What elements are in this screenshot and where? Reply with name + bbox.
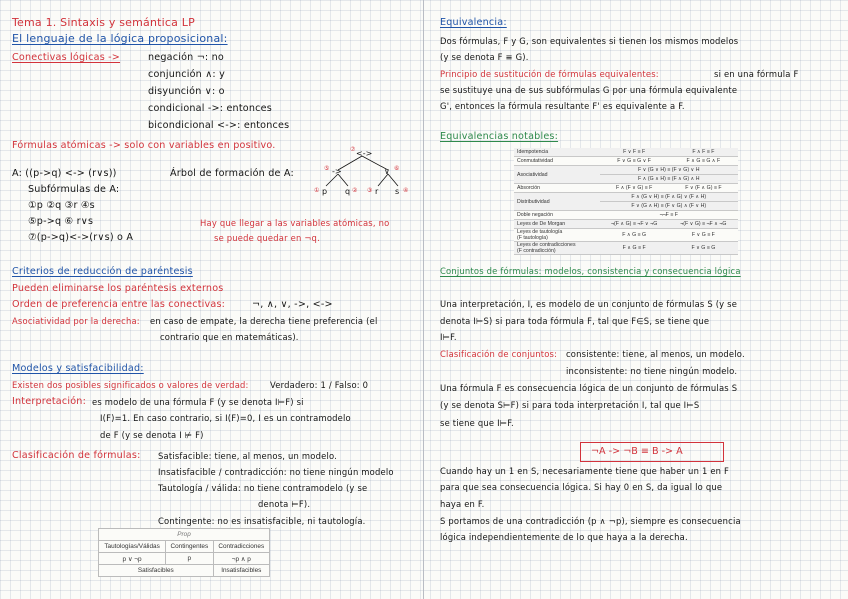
criterios-title: Criterios de reducción de paréntesis <box>12 266 193 277</box>
criterios-orden-label: Orden de preferencia entre las conectivas: <box>12 299 226 310</box>
clasificacion-conjuntos-label: Clasificación de conjuntos: <box>440 349 558 359</box>
subformulas-note-2: se puede quedar en ¬q. <box>214 233 320 243</box>
tree-num-2: ② <box>352 187 358 194</box>
tree-leaf-s: s <box>395 187 400 196</box>
subformulas-row1: ①p ②q ③r ④s <box>28 200 95 211</box>
page-title: Tema 1. Sintaxis y semántica LP <box>12 16 195 29</box>
tree-num-5: ⑤ <box>324 165 330 172</box>
criterios-orden-value: ¬, ∧, ∨, ->, <-> <box>252 299 333 310</box>
tree-node-cond: -> <box>332 167 342 176</box>
prop-table <box>98 528 270 577</box>
subformulas-label: Subfórmulas de A: <box>28 184 120 195</box>
eq-name: Idempotencia <box>514 148 600 157</box>
eq-a: F ∧ G ≡ F <box>600 242 669 255</box>
interpretacion-line-1: es modelo de una fórmula F (y se denota I⊨F) si <box>92 397 304 407</box>
conectiva-disyuncion: disyunción ∨: o <box>148 86 225 97</box>
eq-a: F ∨ G ≡ G ∨ F <box>600 157 669 166</box>
criterios-asoc-value: en caso de empate, la derecha tiene preferencia (el <box>150 316 378 326</box>
conectiva-condicional: condicional ->: entonces <box>148 103 272 114</box>
nota-line-4: S portamos de una contradicción (p ∧ ¬p), siempre es consecuencia <box>440 516 741 526</box>
prop-col-tautologias: Tautologías/Válidas <box>99 541 166 553</box>
conectiva-negacion: negación ¬: no <box>148 52 224 63</box>
criterios-line-1: Pueden eliminarse los paréntesis externos <box>12 283 224 294</box>
conectiva-conjuncion: conjunción ∧: y <box>148 69 225 80</box>
principio-label: Principio de sustitución de fórmulas equivalentes: <box>440 69 659 79</box>
interpretacion-label: Interpretación: <box>12 396 87 407</box>
conjuntos-line-1: Una interpretación, I, es modelo de un conjunto de fórmulas S (y se <box>440 299 738 309</box>
eq-name-1: Leyes de tautología <box>517 229 563 235</box>
prop-example-contradiccion: ¬p ∧ p <box>213 553 269 565</box>
nota-line-2: para que sea consecuencia lógica. Si hay 0 en S, da igual lo que <box>440 482 723 492</box>
criterios-asoc-value-2: contrario que en matemáticas). <box>160 332 299 342</box>
eq-name <box>514 242 600 255</box>
criterios-asoc-label: Asociatividad por la derecha: <box>12 316 140 326</box>
prop-group-insatisfacibles: Insatisfacibles <box>213 565 269 577</box>
formulas-atomicas: Fórmulas atómicas -> solo con variables en positivo. <box>12 140 276 151</box>
tree-num-7: ⑦ <box>350 146 356 153</box>
modelos-valores-value: Verdadero: 1 / Falso: 0 <box>270 380 369 390</box>
eq-b: F ∧ G ≡ G ∧ F <box>669 157 738 166</box>
tree-node-disj: ∨ <box>384 167 390 176</box>
conjuntos-line-3: I⊨F. <box>440 332 457 342</box>
eq-b: F ∨ G ≡ F <box>669 229 738 242</box>
formation-tree <box>312 144 412 196</box>
eq-name <box>514 229 600 242</box>
clas-tautologia: Tautología / válida: no tiene contramodelo (y se <box>158 483 368 493</box>
nota-line-3: haya en F. <box>440 499 485 509</box>
prop-example-contingente: p <box>166 553 213 565</box>
eq-a: F ∧ G ≡ G <box>600 229 669 242</box>
equivalencia-line-2: (y se denota F ≡ G). <box>440 52 529 62</box>
eq-full: F ∨ (G ∨ H) ≡ (F ∨ G) ∨ H <box>600 166 738 175</box>
tree-leaf-q: q <box>345 187 351 196</box>
formula-example: A: ((p->q) <-> (r∨s)) <box>12 168 117 179</box>
clasificacion-formulas-label: Clasificación de fórmulas: <box>12 450 141 461</box>
clas-contingente: Contingente: no es insatisfacible, ni tautología. <box>158 516 366 526</box>
principio-line-2: se sustituye una de sus subfórmulas G por una fórmula equivalente <box>440 85 738 95</box>
eq-name: Distributividad <box>514 193 600 211</box>
eq-b: F ∨ G ≡ G <box>669 242 738 255</box>
eq-b: ¬(F ∨ G) ≡ ¬F ∧ ¬G <box>669 220 738 229</box>
prop-group-satisfacibles: Satisfacibles <box>99 565 214 577</box>
tree-num-3: ③ <box>367 187 373 194</box>
eq-name: Asociatividad <box>514 166 600 184</box>
nota-line-1: Cuando hay un 1 en S, necesariamente tiene que haber un 1 en F <box>440 466 730 476</box>
contrapositive-box <box>580 442 724 462</box>
clas-tautologia-2: denota ⊨F). <box>258 499 311 509</box>
principio-value: si en una fórmula F <box>714 69 799 79</box>
eq-a: F ∨ F ≡ F <box>600 148 669 157</box>
eq-name-1: Leyes de contradicciones <box>517 242 576 248</box>
principio-line-3: G', entonces la fórmula resultante F' es equivalente a F. <box>440 101 685 111</box>
subformulas-note-1: Hay que llegar a las variables atómicas, no <box>200 218 390 228</box>
contrapositive-text: ¬A -> ¬B ≡ B -> A <box>591 446 683 457</box>
equivalencias-table <box>514 148 738 255</box>
nota-line-5: lógica independientemente de lo que haya a la derecha. <box>440 532 688 542</box>
conectiva-bicondicional: bicondicional <->: entonces <box>148 120 290 131</box>
right-page <box>424 0 848 599</box>
eq-name: Absorción <box>514 184 600 193</box>
interpretacion-line-2: I(F)=1. En caso contrario, si I(F)=0, I es un contramodelo <box>100 413 351 423</box>
tree-num-4: ④ <box>403 187 409 194</box>
eq-full2: F ∨ (G ∧ H) ≡ (F ∨ G) ∧ (F ∨ H) <box>600 202 738 211</box>
conectivas-label: Conectivas lógicas -> <box>12 52 121 63</box>
equivalencia-line-1: Dos fórmulas, F y G, son equivalentes si tienen los mismos modelos <box>440 36 739 46</box>
clas-consistente: consistente: tiene, al menos, un modelo. <box>566 349 745 359</box>
clas-insatisfacible: Insatisfacible / contradicción: no tiene ningún modelo <box>158 467 394 477</box>
equivalencia-title: Equivalencia: <box>440 17 507 28</box>
prop-table-header: Prop <box>99 529 270 541</box>
modelos-title: Modelos y satisfacibilidad: <box>12 363 144 374</box>
eq-name-2: (F tautología) <box>517 235 548 241</box>
section-title-lenguaje: El lenguaje de la lógica proposicional: <box>12 32 228 45</box>
tree-leaf-p: p <box>322 187 328 196</box>
eq-b: F ∧ F ≡ F <box>669 148 738 157</box>
prop-example-tautologia: p ∨ ¬p <box>99 553 166 565</box>
eq-a: ¬(F ∧ G) ≡ ¬F ∨ ¬G <box>600 220 669 229</box>
subformulas-row2: ⑤p->q ⑥ r∨s <box>28 216 94 227</box>
eq-a: F ∧ (F ∨ G) ≡ F <box>600 184 669 193</box>
clas-inconsistente: inconsistente: no tiene ningún modelo. <box>566 366 738 376</box>
tree-leaf-r: r <box>375 187 379 196</box>
clas-satisfacible: Satisfacible: tiene, al menos, un modelo. <box>158 451 338 461</box>
conjuntos-line-2: denota I⊨S) si para toda fórmula F, tal que F∈S, se tiene que <box>440 316 710 326</box>
prop-col-contingentes: Contingentes <box>166 541 213 553</box>
consecuencia-line-2: (y se denota S⊨F) si para toda interpretación I, tal que I⊨S <box>440 400 700 410</box>
eq-full: F ∧ (G ∨ H) ≡ (F ∧ G) ∨ (F ∧ H) <box>600 193 738 202</box>
conjuntos-title: Conjuntos de fórmulas: modelos, consistencia y consecuencia lógica <box>440 266 741 276</box>
modelos-valores-label: Existen dos posibles significados o valores de verdad: <box>12 380 249 390</box>
eq-name-2: (F contradicción) <box>517 248 556 254</box>
arbol-label: Árbol de formación de A: <box>170 168 294 179</box>
eq-full: ¬¬F ≡ F <box>600 211 738 220</box>
notables-title: Equivalencias notables: <box>440 131 559 142</box>
tree-num-6: ⑥ <box>394 165 400 172</box>
consecuencia-line-1: Una fórmula F es consecuencia lógica de un conjunto de fórmulas S <box>440 383 738 393</box>
tree-node-bicond: <-> <box>356 149 373 158</box>
prop-col-contradicciones: Contradicciones <box>213 541 269 553</box>
consecuencia-line-3: se tiene que I⊨F. <box>440 418 514 428</box>
eq-name: Leyes de De Morgan <box>514 220 600 229</box>
eq-full2: F ∧ (G ∧ H) ≡ (F ∧ G) ∧ H <box>600 175 738 184</box>
eq-name: Conmutatividad <box>514 157 600 166</box>
interpretacion-line-3: de F (y se denota I ⊭ F) <box>100 430 204 440</box>
subformulas-row3: ⑦(p->q)<->(r∨s) o A <box>28 232 134 243</box>
eq-name: Doble negación <box>514 211 600 220</box>
tree-num-1: ① <box>314 187 320 194</box>
eq-b: F ∨ (F ∧ G) ≡ F <box>669 184 738 193</box>
